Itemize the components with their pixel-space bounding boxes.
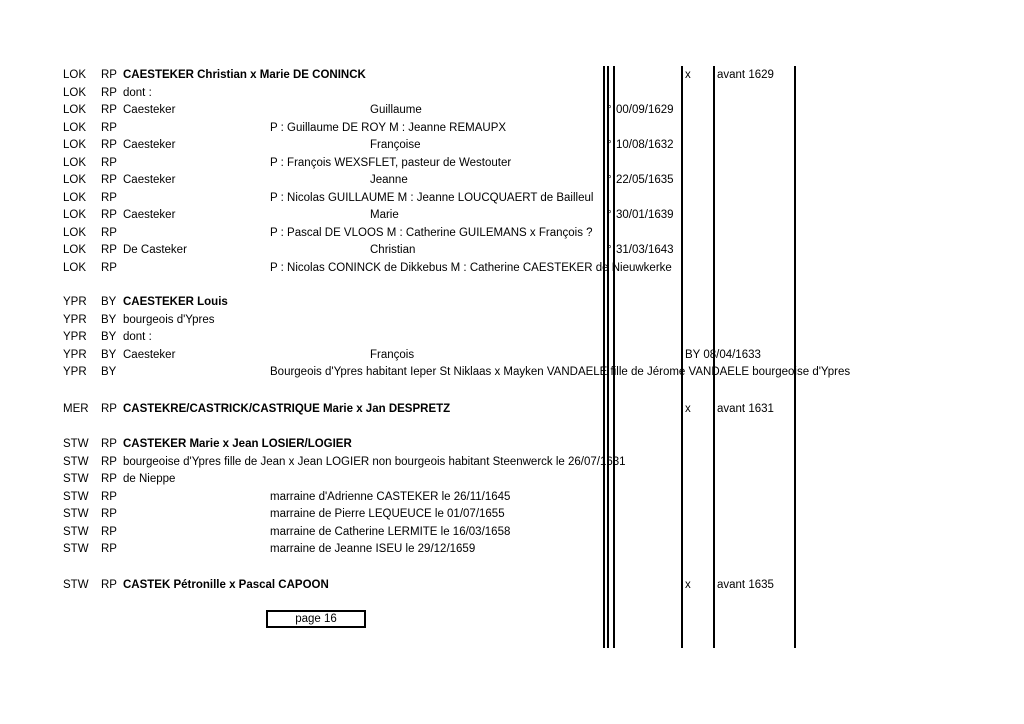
record-type: RP xyxy=(101,86,117,99)
register-row xyxy=(0,401,1024,419)
register-row xyxy=(0,260,1024,278)
first-name: Christian xyxy=(370,244,416,256)
record-type: RP xyxy=(101,403,117,415)
entry-detail: P : Nicolas GUILLAUME M : Jeanne LOUCQUAERT de Bailleul xyxy=(270,191,594,204)
place-code: LOK xyxy=(63,139,87,151)
record-type: RP xyxy=(101,543,117,555)
marriage-mark: x xyxy=(685,403,691,415)
place-code: LOK xyxy=(63,86,87,99)
record-type: RP xyxy=(101,156,117,169)
register-row xyxy=(0,489,1024,507)
baptism-date: 10/08/1632 xyxy=(616,139,674,151)
birth-mark: ° xyxy=(607,104,612,116)
register-row xyxy=(0,137,1024,155)
record-type: RP xyxy=(101,455,117,468)
record-type: RP xyxy=(101,121,117,134)
register-row xyxy=(0,364,1024,382)
register-row xyxy=(0,541,1024,559)
place-code: STW xyxy=(63,490,89,503)
marriage-mark: x xyxy=(685,69,691,81)
place-code: YPR xyxy=(63,366,87,378)
entry-name: CASTEKER Marie x Jean LOSIER/LOGIER xyxy=(123,438,352,450)
register-row xyxy=(0,454,1024,472)
record-type: RP xyxy=(101,579,117,591)
entry-detail: marraine de Pierre LEQUEUCE le 01/07/1655 xyxy=(270,508,505,520)
entry-name: CAESTEKER Louis xyxy=(123,296,228,308)
place-code: YPR xyxy=(63,296,87,308)
register-row xyxy=(0,436,1024,454)
record-type: RP xyxy=(101,209,117,221)
entry-name: bourgeois d'Ypres xyxy=(123,313,215,326)
entry-name: CASTEKRE/CASTRICK/CASTRIQUE Marie x Jan DESPRETZ xyxy=(123,403,451,415)
place-code: LOK xyxy=(63,104,87,116)
place-code: MER xyxy=(63,403,89,415)
baptism-date: 30/01/1639 xyxy=(616,209,674,221)
entry-detail: P : François WEXSFLET, pasteur de Westouter xyxy=(270,156,512,169)
entry-detail: Bourgeois d'Ypres habitant Ieper St Niklaas x Mayken VANDAELE fille de Jérome VANDAELE bourgeoise d'Ypres xyxy=(270,366,851,378)
first-name: Jeanne xyxy=(370,174,408,186)
record-type: RP xyxy=(101,104,117,116)
record-type: RP xyxy=(101,490,117,503)
register-row xyxy=(0,102,1024,120)
place-code: LOK xyxy=(63,244,87,256)
record-type: RP xyxy=(101,473,117,485)
entry-name: CASTEK Pétronille x Pascal CAPOON xyxy=(123,579,329,591)
first-name: Guillaume xyxy=(370,104,422,116)
place-code: LOK xyxy=(63,209,87,221)
register-row xyxy=(0,242,1024,260)
entry-detail: marraine d'Adrienne CASTEKER le 26/11/1645 xyxy=(270,490,511,503)
register-row xyxy=(0,67,1024,85)
record-type: RP xyxy=(101,139,117,151)
marriage-date: avant 1635 xyxy=(717,579,774,591)
place-code: LOK xyxy=(63,174,87,186)
baptism-date: 00/09/1629 xyxy=(616,104,674,116)
entry-detail: P : Guillaume DE ROY M : Jeanne REMAUPX xyxy=(270,121,507,134)
record-type: BY xyxy=(101,313,117,326)
entry-name: Caesteker xyxy=(123,348,176,361)
first-name: François xyxy=(370,348,415,361)
register-row xyxy=(0,225,1024,243)
entry-name: Caesteker xyxy=(123,104,176,116)
record-type: BY xyxy=(101,296,117,308)
record-type: BY xyxy=(101,348,117,361)
register-row xyxy=(0,207,1024,225)
entry-name: De Casteker xyxy=(123,244,187,256)
entry-name: bourgeoise d'Ypres fille de Jean x Jean LOGIER non bourgeois habitant Steenwerck le 26/07/1631 xyxy=(123,455,626,468)
place-code: YPR xyxy=(63,331,87,343)
entry-name: Caesteker xyxy=(123,174,176,186)
place-code: STW xyxy=(63,455,89,468)
place-code: YPR xyxy=(63,348,87,361)
register-row xyxy=(0,471,1024,489)
record-type: BY xyxy=(101,366,117,378)
record-type: RP xyxy=(101,508,117,520)
entry-name: Caesteker xyxy=(123,209,176,221)
entry-name: CAESTEKER Christian x Marie DE CONINCK xyxy=(123,69,366,81)
place-code: STW xyxy=(63,438,89,450)
place-code: LOK xyxy=(63,226,87,239)
entry-detail: P : Pascal DE VLOOS M : Catherine GUILEMANS x François ? xyxy=(270,226,593,239)
place-code: LOK xyxy=(63,69,87,81)
entry-detail: marraine de Catherine LERMITE le 16/03/1658 xyxy=(270,525,511,538)
register-row xyxy=(0,120,1024,138)
register-row xyxy=(0,85,1024,103)
bourgeois-date: BY 08/04/1633 xyxy=(685,348,761,361)
register-row xyxy=(0,294,1024,312)
entry-detail: marraine de Jeanne ISEU le 29/12/1659 xyxy=(270,543,476,555)
birth-mark: ° xyxy=(607,139,612,151)
register-row xyxy=(0,312,1024,330)
register-row xyxy=(0,524,1024,542)
marriage-date: avant 1631 xyxy=(717,403,774,415)
baptism-date: 22/05/1635 xyxy=(616,174,674,186)
record-type: BY xyxy=(101,331,117,343)
place-code: LOK xyxy=(63,156,87,169)
register-row xyxy=(0,172,1024,190)
entry-name: Caesteker xyxy=(123,139,176,151)
birth-mark: ° xyxy=(607,174,612,186)
record-type: RP xyxy=(101,174,117,186)
entry-detail: P : Nicolas CONINCK de Dikkebus M : Catherine CAESTEKER de Nieuwkerke xyxy=(270,261,672,274)
record-type: RP xyxy=(101,438,117,450)
register-row xyxy=(0,190,1024,208)
baptism-date: 31/03/1643 xyxy=(616,244,674,256)
record-type: RP xyxy=(101,244,117,256)
record-type: RP xyxy=(101,261,117,274)
register-row xyxy=(0,506,1024,524)
register-row xyxy=(0,577,1024,595)
entry-name: dont : xyxy=(123,86,152,99)
marriage-date: avant 1629 xyxy=(717,69,774,81)
record-type: RP xyxy=(101,191,117,204)
place-code: LOK xyxy=(63,261,87,274)
place-code: STW xyxy=(63,543,89,555)
record-type: RP xyxy=(101,226,117,239)
register-row xyxy=(0,329,1024,347)
register-row xyxy=(0,155,1024,173)
record-type: RP xyxy=(101,525,117,538)
page-number-box xyxy=(266,610,366,628)
first-name: Françoise xyxy=(370,139,421,151)
place-code: YPR xyxy=(63,313,87,326)
record-type: RP xyxy=(101,69,117,81)
entry-name: dont : xyxy=(123,331,152,343)
place-code: STW xyxy=(63,508,89,520)
place-code: STW xyxy=(63,525,89,538)
place-code: STW xyxy=(63,473,89,485)
place-code: LOK xyxy=(63,121,87,134)
marriage-mark: x xyxy=(685,579,691,591)
page-number: page 16 xyxy=(295,613,337,625)
birth-mark: ° xyxy=(607,209,612,221)
first-name: Marie xyxy=(370,209,399,221)
entry-name: de Nieppe xyxy=(123,473,176,485)
register-row xyxy=(0,347,1024,365)
place-code: STW xyxy=(63,579,89,591)
place-code: LOK xyxy=(63,191,87,204)
birth-mark: ° xyxy=(607,244,612,256)
